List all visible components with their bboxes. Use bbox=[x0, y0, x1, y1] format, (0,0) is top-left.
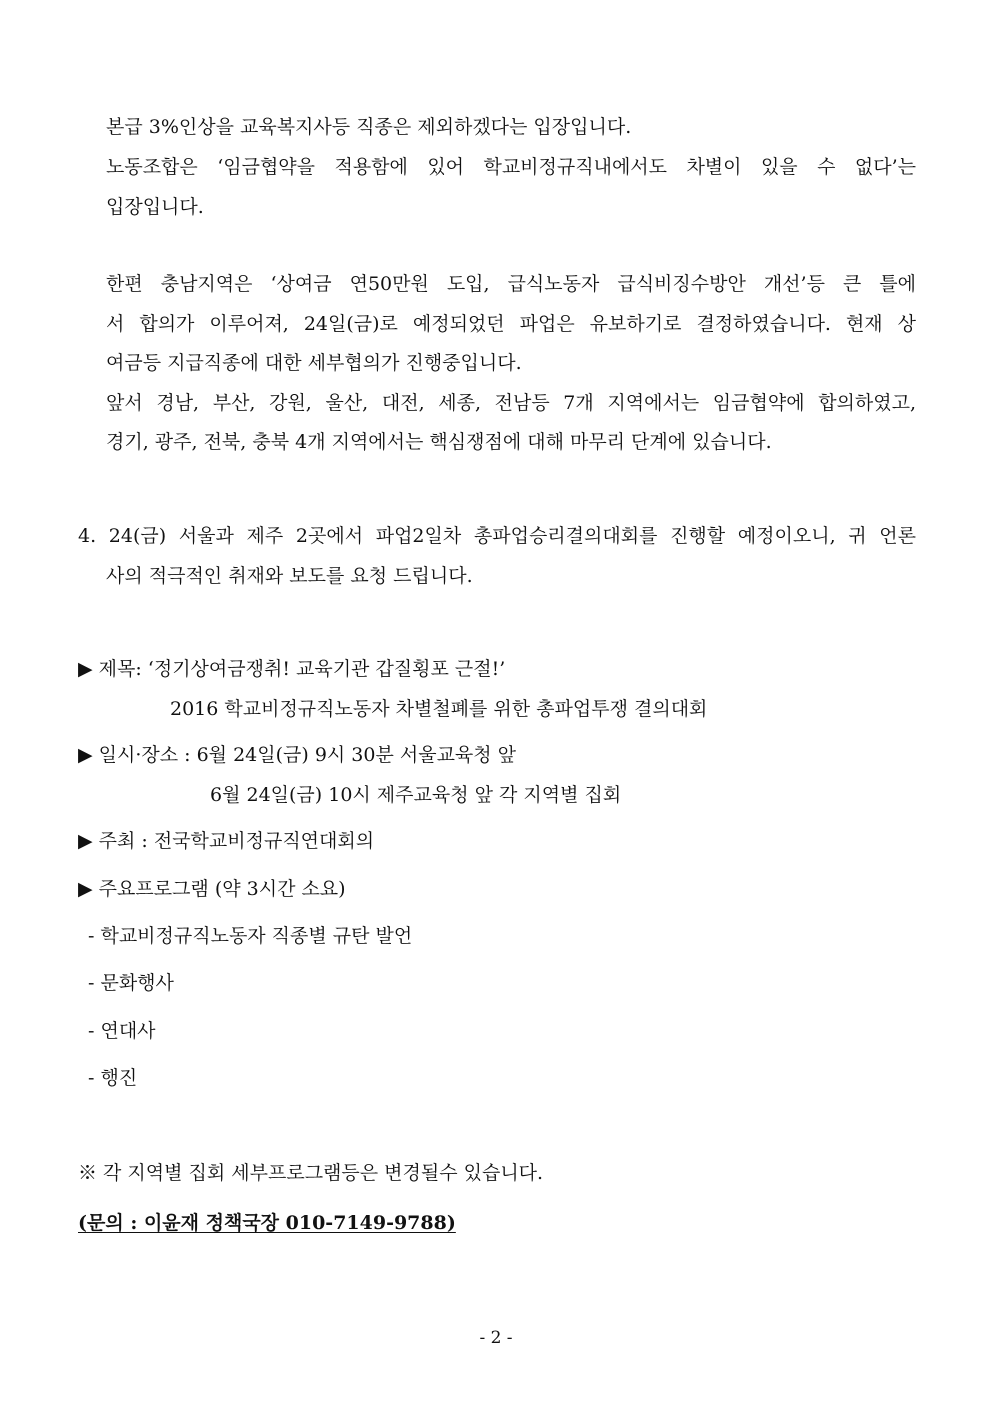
contact-info: (문의 : 이윤재 정책국장 010-7149-9788) bbox=[78, 1212, 456, 1234]
program-item: - 연대사 bbox=[88, 1020, 156, 1042]
body-line: 경기, 광주, 전북, 충북 4개 지역에서는 핵심쟁점에 대해 마무리 단계에 있습니다. bbox=[106, 431, 772, 453]
program-item: - 행진 bbox=[88, 1067, 138, 1089]
notice: ※ 각 지역별 집회 세부프로그램등은 변경될수 있습니다. bbox=[78, 1162, 544, 1184]
event-datetime-2: 6월 24일(금) 10시 제주교육청 앞 각 지역별 집회 bbox=[210, 784, 622, 806]
event-title: ▶ 제목: ‘정기상여금쟁취! 교육기관 갑질횡포 근절!’ bbox=[78, 658, 506, 680]
body-line: 입장입니다. bbox=[106, 196, 204, 218]
body-line: 여금등 지급직종에 대한 세부협의가 진행중입니다. bbox=[106, 352, 522, 374]
body-line: 앞서 경남, 부산, 강원, 울산, 대전, 세종, 전남등 7개 지역에서는 임금협약에 합의하였고, bbox=[106, 392, 916, 414]
program-item: - 학교비정규직노동자 직종별 규탄 발언 bbox=[88, 925, 413, 947]
body-line: 4. 24(금) 서울과 제주 2곳에서 파업2일차 총파업승리결의대회를 진행할 예정이오니, 귀 언론 bbox=[78, 525, 916, 547]
event-datetime: ▶ 일시·장소 : 6월 24일(금) 9시 30분 서울교육청 앞 bbox=[78, 744, 517, 766]
program-title: ▶ 주요프로그램 (약 3시간 소요) bbox=[78, 878, 346, 900]
body-line: 서 합의가 이루어져, 24일(금)로 예정되었던 파업은 유보하기로 결정하였습니다. 현재 상 bbox=[106, 313, 916, 335]
body-line: 본급 3%인상을 교육복지사등 직종은 제외하겠다는 입장입니다. bbox=[106, 116, 632, 138]
body-line: 사의 적극적인 취재와 보도를 요청 드립니다. bbox=[106, 565, 473, 587]
event-subtitle: 2016 학교비정규직노동자 차별철폐를 위한 총파업투쟁 결의대회 bbox=[170, 698, 708, 720]
body-line: 한편 충남지역은 ‘상여금 연50만원 도입, 급식노동자 급식비징수방안 개선’등 큰 틀에 bbox=[106, 273, 916, 295]
body-line: 노동조합은 ‘임금협약을 적용함에 있어 학교비정규직내에서도 차별이 있을 수 없다’는 bbox=[106, 156, 916, 178]
page-number: - 2 - bbox=[479, 1328, 513, 1348]
program-item: - 문화행사 bbox=[88, 972, 174, 994]
event-host: ▶ 주최 : 전국학교비정규직연대회의 bbox=[78, 830, 375, 852]
